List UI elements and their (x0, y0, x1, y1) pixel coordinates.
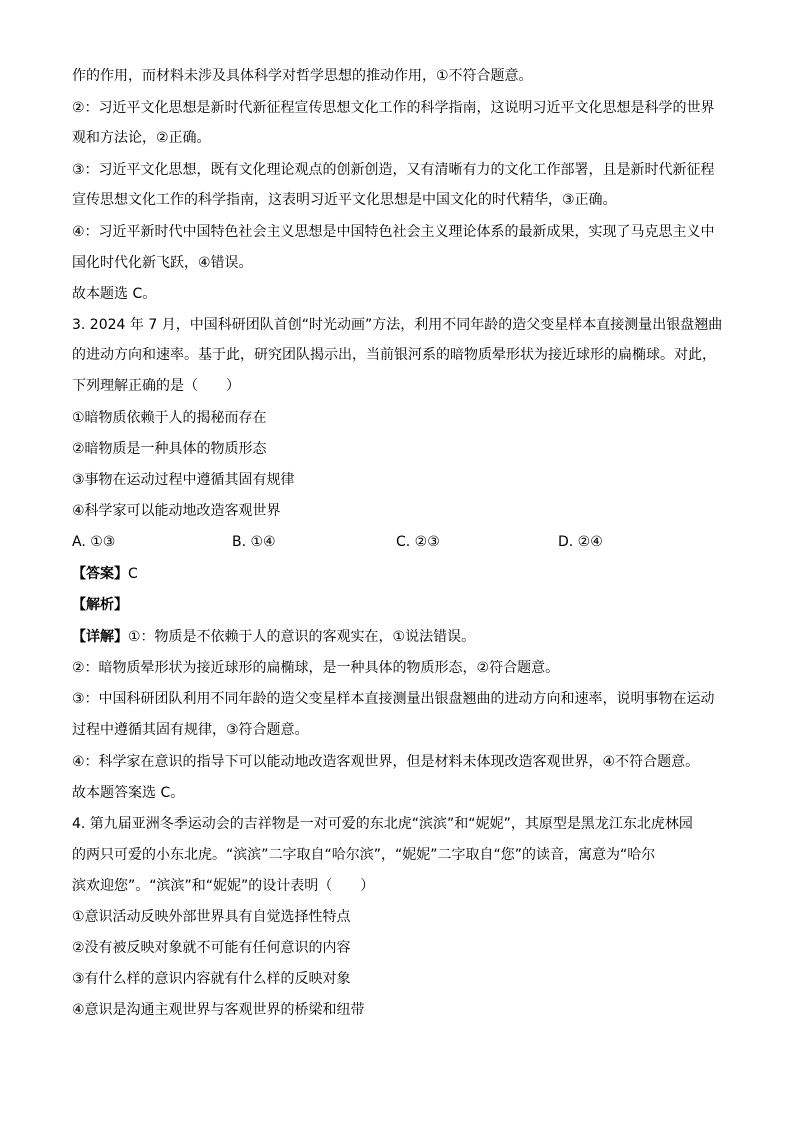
prev-item-4-line: 国化时代化新飞跃，④错误。 (72, 255, 253, 271)
prev-item-2-line: 观和方法论，②正确。 (72, 130, 211, 146)
q3-stem-line: 的进动方向和速率。基于此，研究团队揭示出，当前银河系的暗物质晕形状为接近球形的扁椭球。对此， (72, 347, 716, 363)
detail-text: ①：物质是不依赖于人的意识的客观实在，①说法错误。 (128, 629, 476, 645)
prev-conclusion: 故本题选 C。 (72, 286, 157, 302)
prev-item-3-line: 宣传思想文化工作的科学指南，这表明习近平文化思想是中国文化的时代精华，③正确。 (72, 192, 617, 208)
analysis-tag: 【解析】 (72, 597, 128, 613)
q4-option-4: ④意识是沟通主观世界与客观世界的桥梁和纽带 (72, 1002, 365, 1018)
answer-value: C (128, 566, 138, 582)
prev-analysis-line: 作的作用，而材料未涉及具体科学对哲学思想的推动作用，①不符合题意。 (72, 68, 533, 84)
q4-option-3: ③有什么样的意识内容就有什么样的反映对象 (72, 971, 351, 987)
q4-stem-line: 4. 第九届亚洲冬季运动会的吉祥物是一对可爱的东北虎“滨滨”和“妮妮”，其原型是黑龙江东北虎林园 (72, 816, 693, 832)
q3-choices-row (72, 532, 722, 552)
q3-choice-d: D. ②④ (558, 534, 603, 550)
q3-choice-a: A. ①③ (72, 534, 116, 550)
q3-option-1: ①暗物质依赖于人的揭秘而存在 (72, 410, 267, 426)
q3-option-2: ②暗物质是一种具体的物质形态 (72, 441, 267, 457)
q4-option-1: ①意识活动反映外部世界具有自觉选择性特点 (72, 909, 351, 925)
q4-option-2: ②没有被反映对象就不可能有任何意识的内容 (72, 940, 351, 956)
q3-choice-b: B. ①④ (232, 534, 276, 550)
q4-stem-line: 的两只可爱的小东北虎。“滨滨”二字取自“哈尔滨”，“妮妮”二字取自“您”的读音，寓意为“哈尔 (72, 847, 656, 863)
q3-analysis-heading (72, 595, 128, 615)
q3-answer (72, 564, 138, 584)
q3-detail-2: ②：暗物质晕形状为接近球形的扁椭球，是一种具体的物质形态，②符合题意。 (72, 660, 560, 676)
prev-item-2-line: ②：习近平文化思想是新时代新征程宣传思想文化工作的科学指南，这说明习近平文化思想是科学的世界 (72, 100, 715, 116)
prev-item-4-line: ④：习近平新时代中国特色社会主义思想是中国特色社会主义理论体系的最新成果，实现了马克思主义中 (72, 224, 715, 240)
answer-tag: 【答案】 (72, 566, 128, 582)
q3-choice-c: C. ②③ (396, 534, 440, 550)
q3-option-3: ③事物在运动过程中遵循其固有规律 (72, 472, 295, 488)
q3-detail-3-line: 过程中遵循其固有规律，③符合题意。 (72, 722, 309, 738)
q3-stem-line: 3. 2024 年 7 月，中国科研团队首创“时光动画”方法，利用不同年龄的造父变星样本直接测量出银盘翘曲 (72, 317, 723, 333)
prev-item-3-line: ③：习近平文化思想，既有文化理论观点的创新创造，又有清晰有力的文化工作部署，且是新时代新征程 (72, 162, 715, 178)
q3-detail-1 (72, 627, 475, 647)
q3-detail-3-line: ③：中国科研团队利用不同年龄的造父变星样本直接测量出银盘翘曲的进动方向和速率，说明事物在运动 (72, 691, 715, 707)
q3-conclusion: 故本题答案选 C。 (72, 785, 185, 801)
q3-stem-line: 下列理解正确的是（ ） (72, 378, 240, 394)
q3-option-4: ④科学家可以能动地改造客观世界 (72, 503, 281, 519)
q3-detail-4: ④：科学家在意识的指导下可以能动地改造客观世界，但是材料未体现改造客观世界，④不符合题意。 (72, 754, 700, 770)
detail-tag: 【详解】 (72, 629, 128, 645)
q4-stem-line: 滨欢迎您”。“滨滨”和“妮妮”的设计表明（ ） (72, 878, 375, 894)
